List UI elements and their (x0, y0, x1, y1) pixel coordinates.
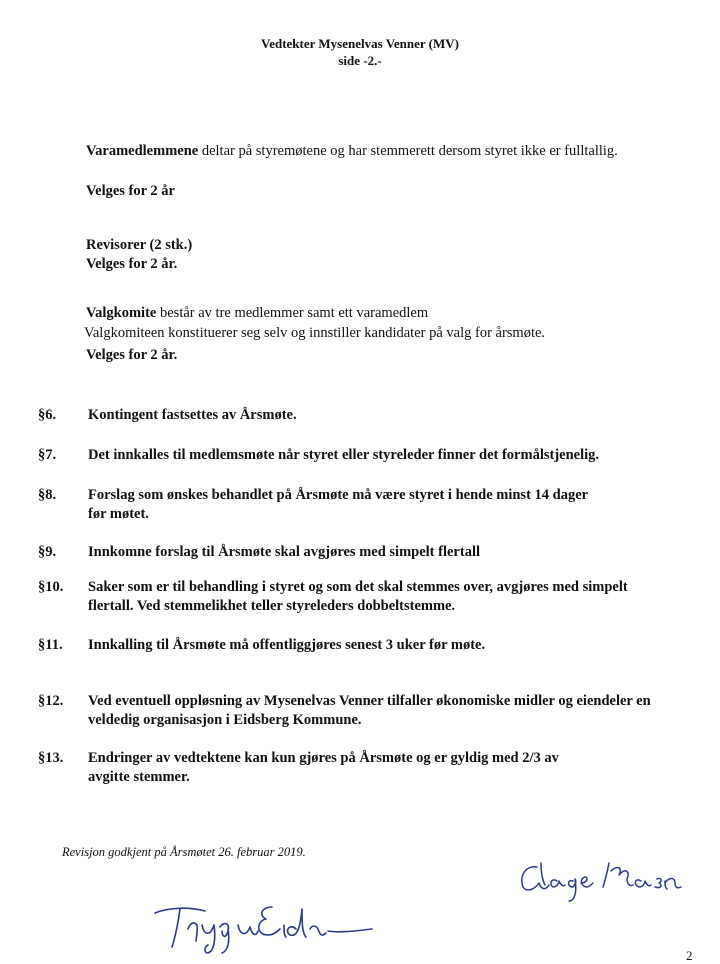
page-number: 2 (686, 948, 693, 963)
document-title: Vedtekter Mysenelvas Venner (MV) (261, 36, 459, 51)
varamedlemmer-lead: Varamedlemmene (86, 143, 199, 159)
section-text: Innkalling til Årsmøte må offentliggjøres senest 3 uker før møte. (88, 637, 486, 653)
revisorer-heading: Revisorer (2 stk.) (86, 237, 193, 253)
varamedlemmer-paragraph (86, 142, 646, 161)
varamedlemmer-text: deltar på styremøtene og har stemmerett dersom styret ikke er fulltallig. (198, 143, 618, 159)
valgkomite-text1: består av tre medlemmer samt ett varamedlem (156, 305, 429, 321)
valgkomite-term: Velges for 2 år. (86, 347, 178, 363)
section-number: §9. (38, 544, 57, 560)
section-number: §8. (38, 487, 57, 503)
section-text: Forslag som ønskes behandlet på Årsmøte må være styret i hende minst 14 dager før møtet. (88, 487, 588, 522)
section-text: Endringer av vedtektene kan kun gjøres på Årsmøte og er gyldig med 2/3 av avgitte stemmer. (88, 750, 559, 785)
section-number: §11. (38, 637, 63, 653)
revisorer-term: Velges for 2 år. (86, 256, 178, 272)
section-number: §7. (38, 447, 57, 463)
section-number: §12. (38, 693, 64, 709)
section-number: §13. (38, 750, 64, 766)
section-text: Innkomne forslag til Årsmøte skal avgjøres med simpelt flertall (88, 544, 480, 560)
section-text: Kontingent fastsettes av Årsmøte. (88, 407, 297, 423)
valgkomite-line1 (86, 304, 646, 323)
valgkomite-line2: Valgkomiteen konstituerer seg selv og innstiller kandidater på valg for årsmøte. (84, 325, 546, 341)
section-text: Ved eventuell oppløsning av Mysenelvas Venner tilfaller økonomiske midler og eiendeler en veldedig organisasjon i Eidsberg Kommune. (88, 693, 651, 728)
section-number: §10. (38, 579, 64, 595)
section-number: §6. (38, 407, 57, 423)
revision-note: Revisjon godkjent på Årsmøtet 26. februar 2019. (62, 845, 306, 859)
page-indicator: side -2.- (338, 53, 382, 68)
section-text: Saker som er til behandling i styret og som det skal stemmes over, avgjøres med simpelt flertall. Ved stemmelikhet teller styreleders dobbeltstemme. (88, 579, 628, 614)
varamedlemmer-term: Velges for 2 år (86, 183, 175, 199)
section-text: Det innkalles til medlemsmøte når styret eller styreleder finner det formålstjenelig. (88, 447, 600, 463)
signature-right (515, 855, 685, 905)
signature-left (150, 895, 380, 955)
valgkomite-lead: Valgkomite (86, 305, 157, 321)
